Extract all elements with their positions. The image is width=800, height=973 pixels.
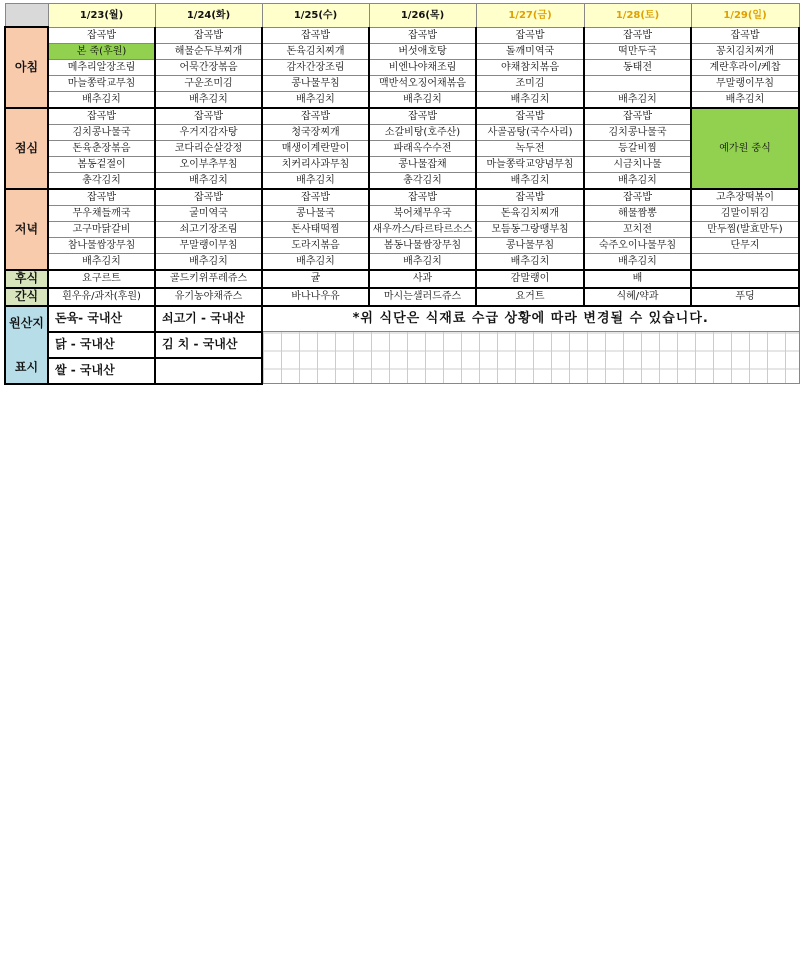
breakfast-row bbox=[5, 59, 799, 75]
dinner-wed-item: 돈사태떡찜 bbox=[262, 221, 369, 237]
lunch-row bbox=[5, 172, 799, 189]
origin-row-2 bbox=[5, 332, 799, 358]
lunch-thu-item: 소갈비탕(호주산) bbox=[369, 124, 476, 140]
breakfast-tue-item: 해물순두부찌개 bbox=[155, 43, 262, 59]
breakfast-label: 아침 bbox=[5, 27, 48, 108]
lunch-tue-item: 오이부추무침 bbox=[155, 156, 262, 172]
weekly-menu-table bbox=[4, 3, 800, 385]
breakfast-mon-item: 배추김치 bbox=[48, 91, 155, 108]
dinner-thu-item: 북어채무우국 bbox=[369, 205, 476, 221]
snack-tue-item: 유기농야채쥬스 bbox=[155, 288, 262, 306]
snack-label: 간식 bbox=[5, 288, 48, 306]
dinner-sat-item: 잡곡밥 bbox=[584, 189, 691, 206]
snack-wed-item: 바나나우유 bbox=[262, 288, 369, 306]
dinner-mon-item: 무우채들깨국 bbox=[48, 205, 155, 221]
dinner-fri-item: 돈육김치찌개 bbox=[476, 205, 584, 221]
origin-label-bottom: 표시 bbox=[14, 359, 39, 374]
dessert-sun-item bbox=[691, 270, 799, 288]
breakfast-thu-item: 맥반석오징어채볶음 bbox=[369, 75, 476, 91]
lunch-thu-item: 잡곡밥 bbox=[369, 108, 476, 125]
breakfast-row bbox=[5, 91, 799, 108]
breakfast-sat-item: 배추김치 bbox=[584, 91, 691, 108]
dinner-tue-item: 무말랭이무침 bbox=[155, 237, 262, 253]
lunch-sat-item: 김치콩나물국 bbox=[584, 124, 691, 140]
breakfast-mon-item: 잡곡밥 bbox=[48, 27, 155, 43]
origin-chicken: 닭 - 국내산 bbox=[48, 332, 155, 358]
breakfast-thu-item: 버섯애호탕 bbox=[369, 43, 476, 59]
dinner-sun-item: 단무지 bbox=[691, 237, 799, 253]
dinner-section bbox=[5, 189, 799, 270]
dessert-row bbox=[5, 270, 799, 288]
day-header-thu: 1/26(목) bbox=[369, 4, 476, 28]
breakfast-thu-item: 비엔나야채조림 bbox=[369, 59, 476, 75]
snack-mon-item: 흰우유/과자(후원) bbox=[48, 288, 155, 306]
lunch-thu-item: 총각김치 bbox=[369, 172, 476, 189]
day-header-sat: 1/28(토) bbox=[584, 4, 691, 28]
breakfast-sun-item: 꽁치김치찌개 bbox=[691, 43, 799, 59]
dinner-fri-item: 배추김치 bbox=[476, 253, 584, 270]
breakfast-wed-item: 콩나물무침 bbox=[262, 75, 369, 91]
dinner-thu-item: 새우까스/타르타르소스 bbox=[369, 221, 476, 237]
day-header-tue: 1/24(화) bbox=[155, 4, 262, 28]
lunch-label: 점심 bbox=[5, 108, 48, 189]
header-row bbox=[5, 4, 799, 28]
dinner-sun-item: 고추장떡볶이 bbox=[691, 189, 799, 206]
lunch-fri-item: 배추김치 bbox=[476, 172, 584, 189]
dinner-sun-item: 김말이튀김 bbox=[691, 205, 799, 221]
origin-empty bbox=[155, 358, 262, 384]
breakfast-wed-item: 돈육김치찌개 bbox=[262, 43, 369, 59]
breakfast-mon-item: 마늘쫑락교무침 bbox=[48, 75, 155, 91]
snack-sun-item: 푸딩 bbox=[691, 288, 799, 306]
lunch-thu-item: 콩나물잡채 bbox=[369, 156, 476, 172]
breakfast-sat-item: 동태전 bbox=[584, 59, 691, 75]
dessert-thu-item: 사과 bbox=[369, 270, 476, 288]
day-header-sun: 1/29(일) bbox=[691, 4, 799, 28]
dinner-sun-item: 만두찜(발효만두) bbox=[691, 221, 799, 237]
dinner-wed-item: 콩나물국 bbox=[262, 205, 369, 221]
dessert-wed-item: 귤 bbox=[262, 270, 369, 288]
lunch-row bbox=[5, 124, 799, 140]
dessert-sat-item: 배 bbox=[584, 270, 691, 288]
blank-grid-area bbox=[262, 332, 799, 384]
lunch-mon-item: 김치콩나물국 bbox=[48, 124, 155, 140]
breakfast-wed-item: 잡곡밥 bbox=[262, 27, 369, 43]
dinner-wed-item: 잡곡밥 bbox=[262, 189, 369, 206]
lunch-tue-item: 잡곡밥 bbox=[155, 108, 262, 125]
origin-kimchi: 김 치 - 국내산 bbox=[155, 332, 262, 358]
breakfast-sat-item: 잡곡밥 bbox=[584, 27, 691, 43]
breakfast-fri-item: 야채참치볶음 bbox=[476, 59, 584, 75]
dinner-fri-item: 잡곡밥 bbox=[476, 189, 584, 206]
lunch-mon-item: 총각김치 bbox=[48, 172, 155, 189]
breakfast-sat-item: 떡만두국 bbox=[584, 43, 691, 59]
breakfast-thu-item: 잡곡밥 bbox=[369, 27, 476, 43]
snack-fri-item: 요거트 bbox=[476, 288, 584, 306]
dinner-sun-item bbox=[691, 253, 799, 270]
dessert-label: 후식 bbox=[5, 270, 48, 288]
lunch-section bbox=[5, 108, 799, 189]
dessert-fri-item: 감말랭이 bbox=[476, 270, 584, 288]
dinner-tue-item: 굴미역국 bbox=[155, 205, 262, 221]
breakfast-tue-item: 어묵간장볶음 bbox=[155, 59, 262, 75]
breakfast-tue-item: 구운조미김 bbox=[155, 75, 262, 91]
dinner-fri-item: 콩나물무침 bbox=[476, 237, 584, 253]
breakfast-tue-item: 잡곡밥 bbox=[155, 27, 262, 43]
lunch-row bbox=[5, 140, 799, 156]
day-header-mon: 1/23(월) bbox=[48, 4, 155, 28]
origin-pork: 돈육- 국내산 bbox=[48, 306, 155, 332]
dinner-thu-item: 잡곡밥 bbox=[369, 189, 476, 206]
dinner-mon-item: 잡곡밥 bbox=[48, 189, 155, 206]
dinner-mon-item: 배추김치 bbox=[48, 253, 155, 270]
breakfast-row bbox=[5, 43, 799, 59]
dinner-row bbox=[5, 221, 799, 237]
dinner-sat-item: 해물짬뽕 bbox=[584, 205, 691, 221]
breakfast-fri-item: 돌깨미역국 bbox=[476, 43, 584, 59]
dinner-wed-item: 배추김치 bbox=[262, 253, 369, 270]
lunch-fri-item: 마늘쫑락교양념무침 bbox=[476, 156, 584, 172]
breakfast-sun-item: 배추김치 bbox=[691, 91, 799, 108]
day-header-fri: 1/27(금) bbox=[476, 4, 584, 28]
dinner-row bbox=[5, 189, 799, 206]
lunch-tue-item: 코다리순살강정 bbox=[155, 140, 262, 156]
dinner-tue-item: 잡곡밥 bbox=[155, 189, 262, 206]
lunch-tue-item: 우거지감자탕 bbox=[155, 124, 262, 140]
breakfast-sun-item: 무말랭이무침 bbox=[691, 75, 799, 91]
breakfast-row bbox=[5, 27, 799, 43]
dessert-mon-item: 요구르트 bbox=[48, 270, 155, 288]
lunch-wed-item: 치커리사과무침 bbox=[262, 156, 369, 172]
breakfast-section bbox=[5, 27, 799, 108]
dinner-mon-item: 참나물쌈장무침 bbox=[48, 237, 155, 253]
lunch-mon-item: 잡곡밥 bbox=[48, 108, 155, 125]
dinner-sat-item: 배추김치 bbox=[584, 253, 691, 270]
dinner-mon-item: 고구마닭갈비 bbox=[48, 221, 155, 237]
breakfast-mon-item: 본 죽(후원) bbox=[48, 43, 155, 59]
breakfast-sun-item: 계란후라이/케찹 bbox=[691, 59, 799, 75]
breakfast-sun-item: 잡곡밥 bbox=[691, 27, 799, 43]
lunch-wed-item: 매생이계란말이 bbox=[262, 140, 369, 156]
dinner-wed-item: 도라지볶음 bbox=[262, 237, 369, 253]
lunch-tue-item: 배추김치 bbox=[155, 172, 262, 189]
breakfast-fri-item: 배추김치 bbox=[476, 91, 584, 108]
dinner-row bbox=[5, 205, 799, 221]
lunch-row bbox=[5, 108, 799, 125]
origin-row-1 bbox=[5, 306, 799, 332]
corner-cell bbox=[5, 4, 48, 28]
day-header-wed: 1/25(수) bbox=[262, 4, 369, 28]
breakfast-thu-item: 배추김치 bbox=[369, 91, 476, 108]
dinner-thu-item: 봄동나물쌈장무침 bbox=[369, 237, 476, 253]
menu-sheet bbox=[4, 3, 798, 385]
dinner-row bbox=[5, 253, 799, 270]
lunch-sat-item: 등갈비찜 bbox=[584, 140, 691, 156]
lunch-fri-item: 녹두전 bbox=[476, 140, 584, 156]
snack-sat-item: 식혜/약과 bbox=[584, 288, 691, 306]
lunch-fri-item: 사골곰탕(국수사리) bbox=[476, 124, 584, 140]
dinner-label: 저녁 bbox=[5, 189, 48, 270]
lunch-mon-item: 돈육춘장볶음 bbox=[48, 140, 155, 156]
lunch-wed-item: 배추김치 bbox=[262, 172, 369, 189]
origin-beef: 쇠고기 - 국내산 bbox=[155, 306, 262, 332]
dinner-thu-item: 배추김치 bbox=[369, 253, 476, 270]
lunch-thu-item: 파래옥수수전 bbox=[369, 140, 476, 156]
breakfast-wed-item: 감자간장조림 bbox=[262, 59, 369, 75]
breakfast-wed-item: 배추김치 bbox=[262, 91, 369, 108]
lunch-wed-item: 잡곡밥 bbox=[262, 108, 369, 125]
dinner-tue-item: 쇠고기장조림 bbox=[155, 221, 262, 237]
lunch-sun-item: 예가원 중식 bbox=[691, 108, 799, 189]
snack-row bbox=[5, 288, 799, 306]
lunch-fri-item: 잡곡밥 bbox=[476, 108, 584, 125]
dinner-row bbox=[5, 237, 799, 253]
lunch-mon-item: 봄동겉절이 bbox=[48, 156, 155, 172]
origin-label bbox=[5, 306, 48, 384]
dinner-fri-item: 모듬동그랑땡부침 bbox=[476, 221, 584, 237]
breakfast-tue-item: 배추김치 bbox=[155, 91, 262, 108]
dinner-sat-item: 꼬치전 bbox=[584, 221, 691, 237]
dessert-tue-item: 골드키위푸레쥬스 bbox=[155, 270, 262, 288]
notice-text: *위 식단은 식재료 수급 상황에 따라 변경될 수 있습니다. bbox=[262, 306, 799, 332]
dinner-tue-item: 배추김치 bbox=[155, 253, 262, 270]
lunch-sat-item: 시금치나물 bbox=[584, 156, 691, 172]
lunch-wed-item: 청국장찌개 bbox=[262, 124, 369, 140]
dinner-sat-item: 숙주오이나물무침 bbox=[584, 237, 691, 253]
origin-rice: 쌀 - 국내산 bbox=[48, 358, 155, 384]
lunch-sat-item: 잡곡밥 bbox=[584, 108, 691, 125]
breakfast-sat-item bbox=[584, 75, 691, 91]
lunch-row bbox=[5, 156, 799, 172]
snack-thu-item: 마시는샐러드쥬스 bbox=[369, 288, 476, 306]
lunch-sat-item: 배추김치 bbox=[584, 172, 691, 189]
breakfast-row bbox=[5, 75, 799, 91]
origin-label-top: 원산지 bbox=[9, 315, 44, 330]
breakfast-fri-item: 조미김 bbox=[476, 75, 584, 91]
breakfast-fri-item: 잡곡밥 bbox=[476, 27, 584, 43]
breakfast-mon-item: 메추리알장조림 bbox=[48, 59, 155, 75]
